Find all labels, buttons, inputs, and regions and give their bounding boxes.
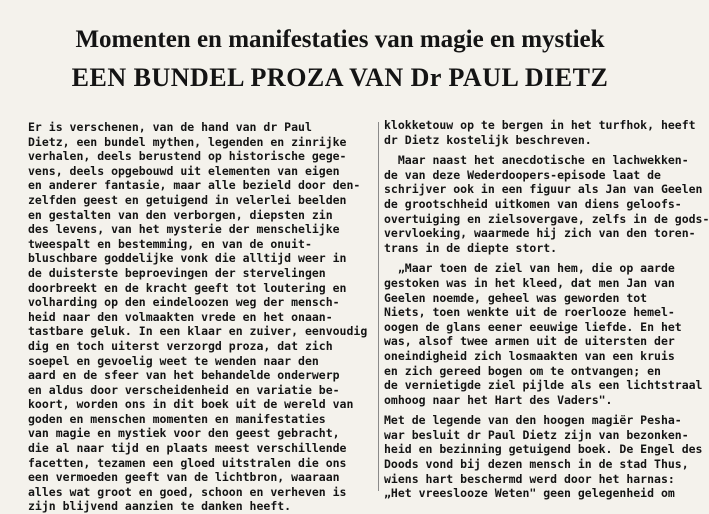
- right-column: [384, 118, 709, 501]
- left-column: [28, 120, 373, 514]
- text-line: vervloeking, waarmede hij zich van den toren-: [384, 226, 696, 241]
- text-line: tweespalt en bestemming, en van de onuit-: [28, 236, 312, 251]
- text-line: Maar naast het anecdotische en lachwekken-: [384, 153, 689, 168]
- text-line: de vernietigde ziel pijlde als een lichtstraal: [384, 378, 703, 393]
- text-line: facetten, tezamen een gloed uitstralen die ons: [28, 455, 347, 470]
- text-line: trans in de diepte stort.: [384, 240, 558, 255]
- text-line: omhoog naar het Hart des Vaders".: [384, 392, 613, 407]
- text-line: die al naar tijd en plaats meest verschillende: [28, 441, 347, 456]
- text-line: Er is verschenen, van de hand van dr Paul: [28, 120, 312, 134]
- text-line: schrijver ook in een figuur als Jan van Geelen: [384, 182, 703, 197]
- text-line: bluschbare goddelijke vonk die alltijd weer in: [28, 251, 347, 266]
- text-line: Doods vond bij dezen mensch in de stad Thus,: [384, 457, 689, 472]
- text-line: de duisterste beproevingen der stervelingen: [28, 265, 326, 280]
- text-line: heid naar den volmaakten vrede en het onaan-: [28, 309, 333, 324]
- text-line: wiens hart beschermd werd door het harnas:: [384, 471, 675, 486]
- text-line: overtuiging en zielsovergave, zelfs in de gods-: [384, 211, 709, 226]
- text-line: heid en bezinning getuigend boek. De Engel des: [384, 442, 703, 457]
- text-line: Geelen noemde, geheel was geworden tot: [384, 290, 648, 305]
- text-line: koort, worden ons in dit boek uit de wereld van: [28, 397, 354, 412]
- blockquote: [384, 261, 703, 407]
- text-line: was, alsof twee armen uit de uitersten der: [384, 334, 675, 349]
- text-line: doorbreekt en de kracht geeft tot loutering en: [28, 280, 347, 295]
- text-line: „Het vreeslooze Weten" geen gelegenheid om: [384, 486, 675, 501]
- text-line: een vermoeden geeft van de lichtbron, waaraan: [28, 470, 340, 485]
- text-line: de van deze Wederdoopers-episode laat de: [384, 167, 661, 182]
- text-line: en zich gereed bogen om te ontvangen; en: [384, 363, 661, 378]
- text-line: Niets, toen wenkte uit de roerlooze hemel-: [384, 305, 675, 320]
- text-line: en anderer fantasie, maar alle bezield door den-: [28, 178, 361, 193]
- text-line: Dietz, een bundel mythen, legenden en zinrijke: [28, 134, 347, 149]
- text-line: en gestalten van den verborgen, diepsten zin: [28, 207, 333, 222]
- headline: Momenten en manifestaties van magie en mystiek: [75, 26, 605, 53]
- text-line: des levens, van het mysterie der menschelijke: [28, 222, 340, 237]
- text-line: zijn blijvend aanzien te danken heeft.: [28, 499, 292, 514]
- subheadline: EEN BUNDEL PROZA VAN Dr PAUL DIETZ: [71, 63, 609, 92]
- text-line: oneindigheid zich losmaakten van een kruis: [384, 348, 675, 363]
- text-line: en aldus door verscheidenheid en variatie be-: [28, 382, 340, 397]
- text-line: volharding op den eindeloozen weg der mensch-: [28, 295, 340, 310]
- text-line: soepel en gevoelig weet te wenden naar den: [28, 353, 319, 368]
- text-line: dr Dietz kostelijk beschreven.: [384, 132, 592, 147]
- text-line: van magie en mystiek voor den geest gebracht,: [28, 426, 340, 441]
- text-line: vens, deels opgebouwd uit elementen van eigen: [28, 163, 340, 178]
- text-line: de grootschheid uitkomen van diens geloofs-: [384, 196, 682, 211]
- text-line: aard en de sfeer van het behandelde onderwerp: [28, 368, 340, 383]
- text-line: goden en menschen momenten en manifestaties: [28, 411, 326, 426]
- text-line: zelfden geest en getuigend in velerlei beelden: [28, 192, 347, 207]
- text-line: verhalen, deels berustend op historische gege-: [28, 149, 347, 164]
- text-line: war besluit dr Paul Dietz zijn van bezonken-: [384, 427, 689, 442]
- text-line: oogen de glans eener eeuwige liefde. En het: [384, 319, 682, 334]
- text-line: alles wat groot en goed, schoon en verheven is: [28, 484, 347, 499]
- column-divider: [378, 122, 379, 491]
- text-line: klokketouw op te bergen in het turfhok, heeft: [384, 118, 696, 132]
- text-line: tastbare geluk. In een klaar en zuiver, eenvoudig: [28, 324, 368, 339]
- text-line: Met de legende van den hoogen magiër Pesha-: [384, 413, 682, 428]
- text-line: dig en toch uiterst verzorgd proza, dat zich: [28, 338, 333, 353]
- text-line: „Maar toen de ziel van hem, die op aarde: [384, 261, 675, 276]
- text-line: gestoken was in het kleed, dat men Jan van: [384, 275, 675, 290]
